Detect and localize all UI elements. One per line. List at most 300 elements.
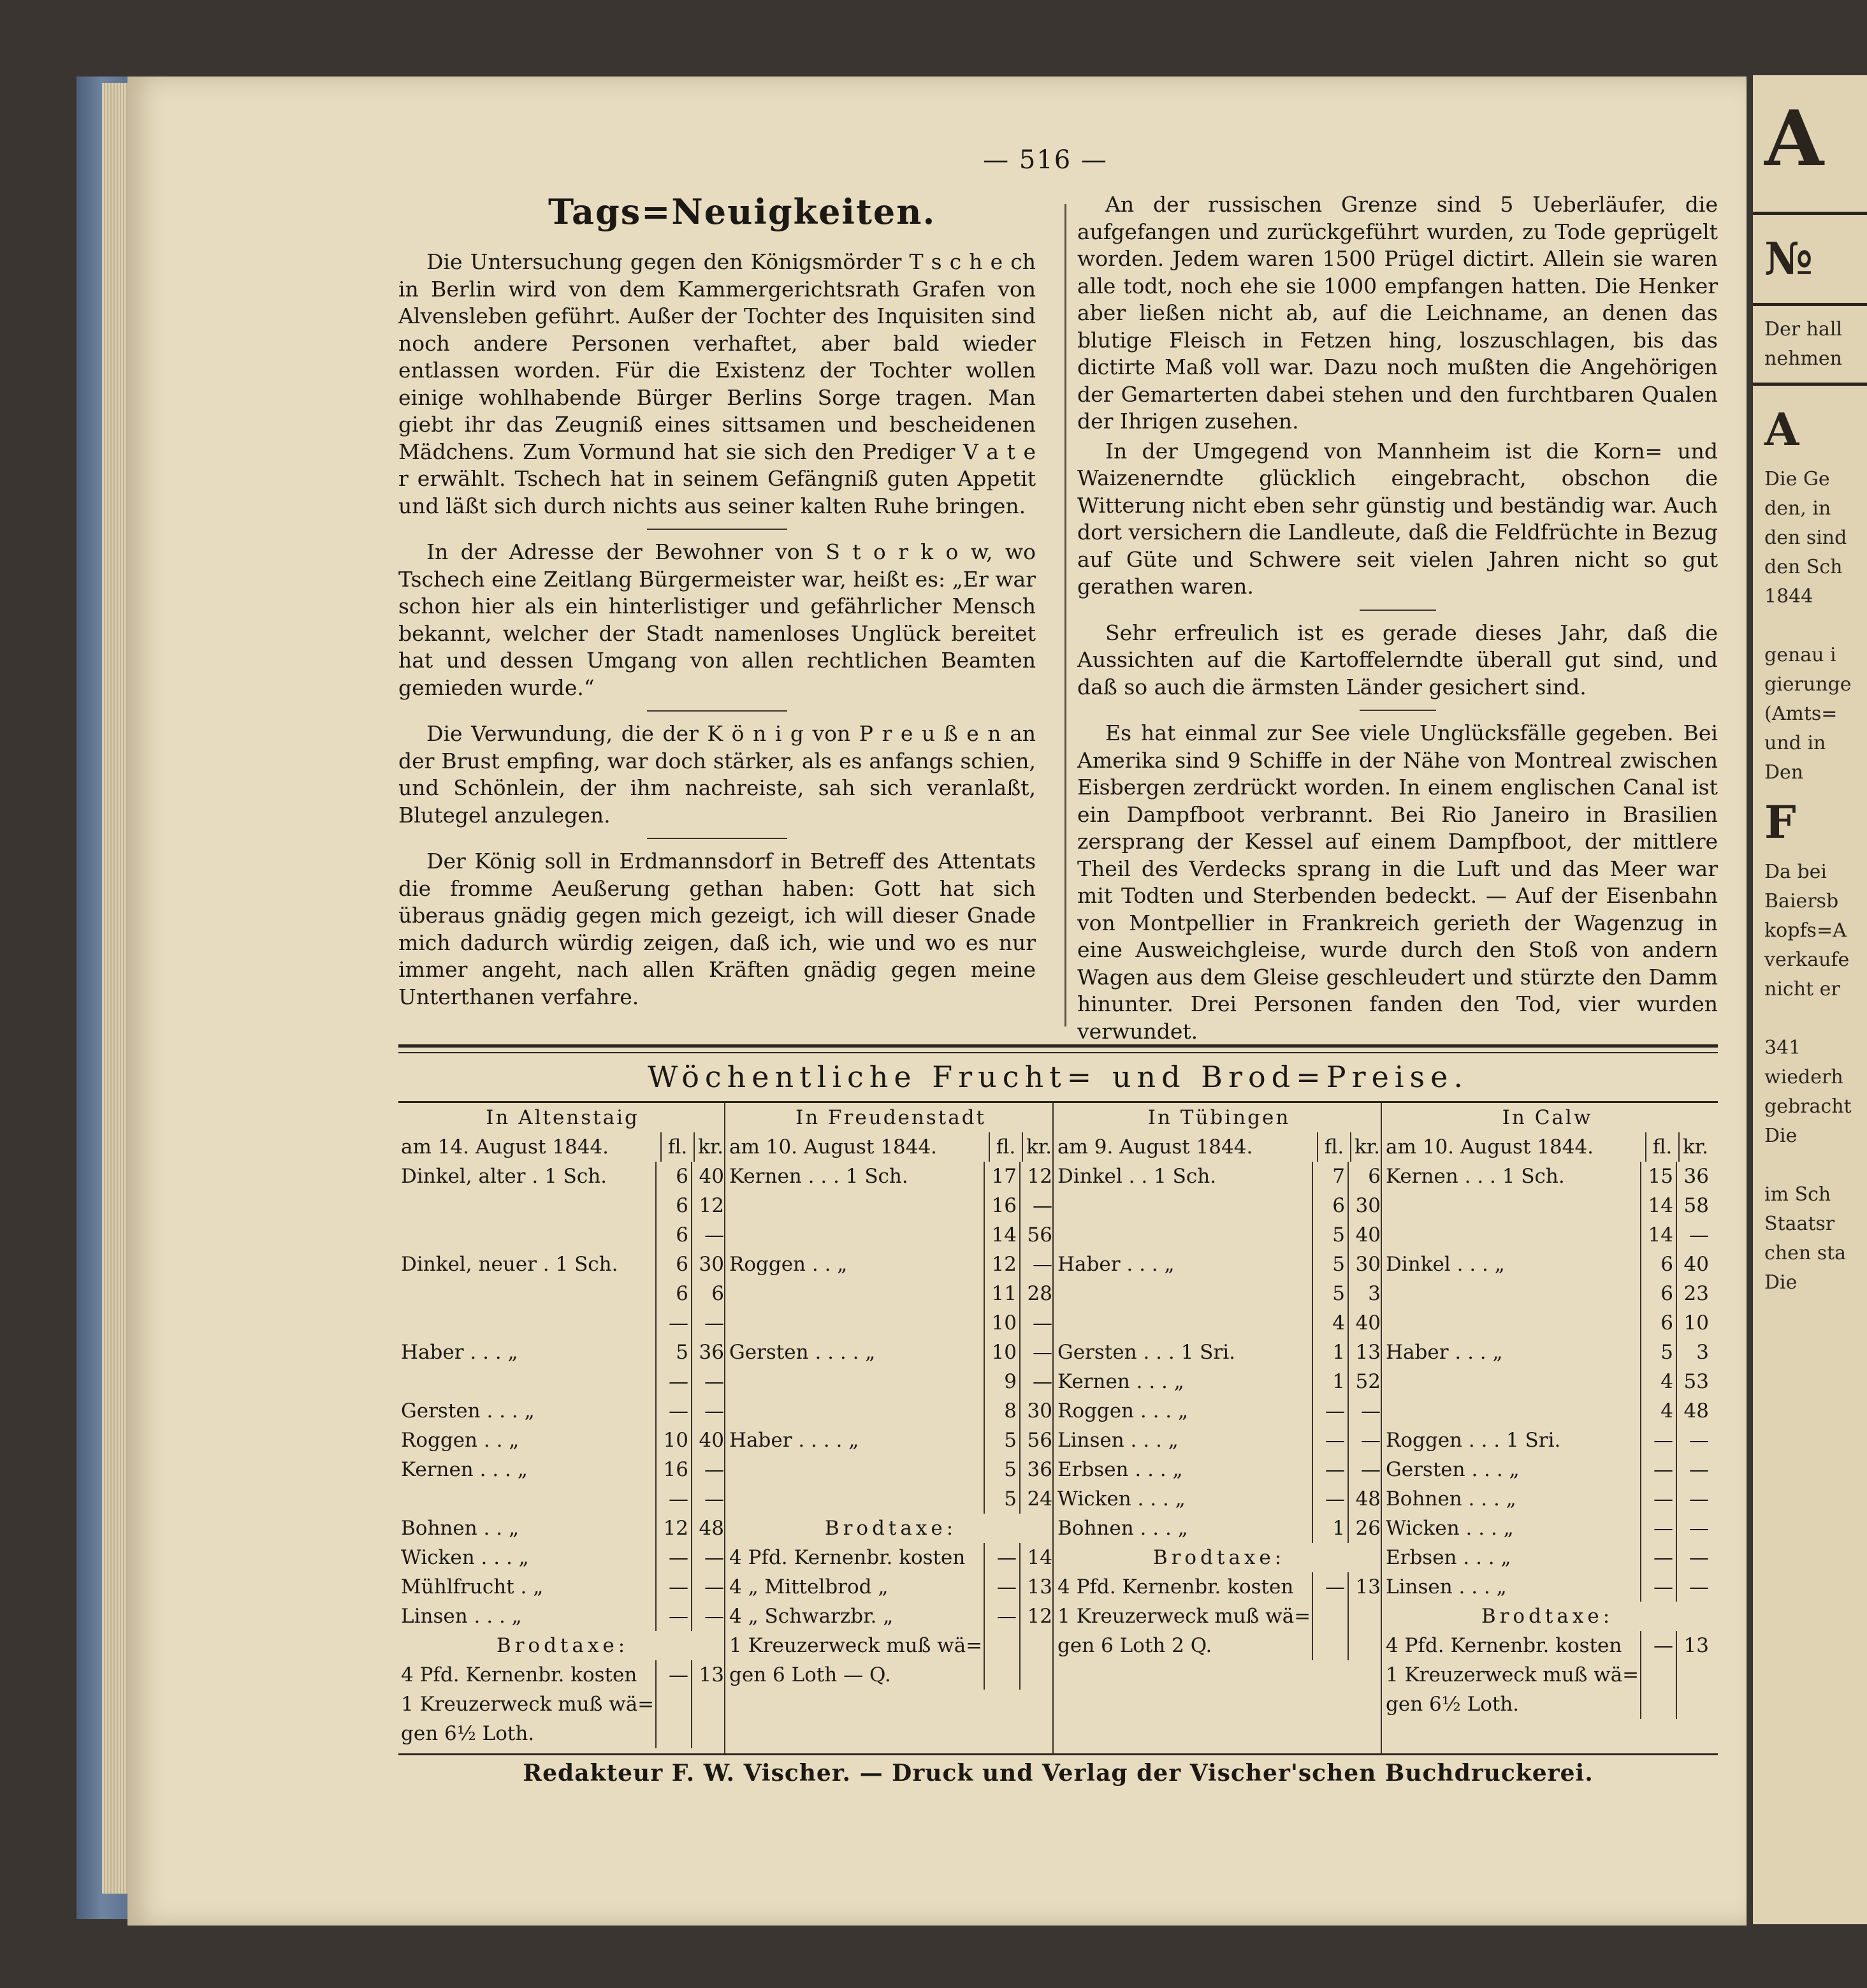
grain-label: [727, 1220, 984, 1250]
brod-row: [727, 1631, 1055, 1660]
market-date: am 9. August 1844.: [1057, 1136, 1253, 1158]
table-row: [1383, 1543, 1711, 1572]
brodtaxe-label: Brodtaxe:: [1481, 1605, 1614, 1628]
price-gulden: 6: [655, 1279, 691, 1308]
price-kreuzer: —: [691, 1455, 727, 1484]
price-kreuzer: 13: [1348, 1572, 1383, 1602]
price-gulden: —: [1640, 1631, 1676, 1660]
price-gulden: —: [1640, 1543, 1676, 1572]
table-row: [1383, 1250, 1711, 1279]
price-gulden: —: [1640, 1514, 1676, 1543]
section-title: Tags=Neuigkeiten.: [548, 191, 936, 232]
grain-label: [1055, 1279, 1312, 1308]
brod-label: 1 Kreuzerweck muß wä=: [1057, 1605, 1311, 1628]
adjacent-text-line: [1753, 611, 1867, 641]
right-column: [1077, 191, 1718, 1045]
price-table: [398, 1101, 1718, 1755]
adjacent-text-line: Die Ge: [1764, 468, 1830, 490]
price-gulden: 15: [1640, 1162, 1676, 1191]
adjacent-text-line: (Amts=: [1764, 703, 1838, 725]
market-column: [727, 1103, 1055, 1753]
price-gulden: 6: [1312, 1191, 1348, 1220]
brod-label: 4 „ Mittelbrod „: [729, 1575, 889, 1598]
adjacent-text-line: Der hall: [1764, 318, 1843, 340]
adjacent-big-letter: A: [1764, 94, 1824, 184]
price-gulden: 10: [984, 1308, 1019, 1338]
price-gulden: [1640, 1660, 1676, 1690]
price-gulden: 5: [655, 1338, 691, 1367]
price-kreuzer: [691, 1719, 727, 1748]
brod-label: 4 „ Schwarzbr. „: [729, 1605, 894, 1628]
table-row: [1055, 1484, 1383, 1514]
price-gulden: [655, 1690, 691, 1719]
grain-label: Haber . . . . „: [729, 1429, 859, 1452]
article-paragraph: Sehr erfreulich ist es gerade dieses Jahr, daß die Aussichten auf die Kartoffelerndte überall gut sind, und daß so auch die ärmsten Länder gesichert sind.: [1077, 620, 1718, 699]
price-kreuzer: —: [1676, 1543, 1711, 1572]
price-kreuzer: —: [1348, 1455, 1383, 1484]
table-row: [398, 1396, 727, 1426]
grain-label: Wicken . . . „: [1386, 1517, 1514, 1540]
brod-row: [1055, 1631, 1383, 1660]
market-date-row: [727, 1132, 1055, 1162]
brod-label: 4 Pfd. Kernenbr. kosten: [729, 1546, 966, 1569]
price-gulden: —: [1640, 1484, 1676, 1514]
kr-header: kr.: [694, 1132, 727, 1162]
table-row: [398, 1514, 727, 1543]
grain-label: Haber . . . „: [401, 1341, 518, 1364]
adjacent-text-line: Staatsr: [1764, 1213, 1835, 1235]
price-gulden: [1312, 1631, 1348, 1660]
adjacent-text-line: 341: [1764, 1037, 1801, 1059]
brod-label: gen 6½ Loth.: [401, 1722, 535, 1745]
price-gulden: 5: [1312, 1220, 1348, 1250]
grain-label: Dinkel, neuer . 1 Sch.: [401, 1253, 618, 1276]
grain-label: Dinkel . . 1 Sch.: [1057, 1165, 1217, 1188]
price-gulden: 6: [1640, 1308, 1676, 1338]
brod-row: [1055, 1572, 1383, 1602]
price-gulden: —: [984, 1602, 1019, 1631]
price-gulden: 6: [1640, 1279, 1676, 1308]
table-row: [1055, 1426, 1383, 1455]
price-kreuzer: 48: [691, 1514, 727, 1543]
table-row: [727, 1279, 1055, 1308]
adjacent-text-line: im Sch: [1764, 1183, 1831, 1206]
price-gulden: 4: [1640, 1367, 1676, 1396]
price-gulden: —: [1640, 1455, 1676, 1484]
grain-label: Gersten . . . „: [401, 1400, 535, 1422]
grain-label: Roggen . . „: [401, 1429, 519, 1452]
grain-label: Dinkel, alter . 1 Sch.: [401, 1165, 607, 1188]
imprint-footer: Redakteur F. W. Vischer. — Druck und Verlag der Vischer'schen Buchdruckerei.: [523, 1760, 1594, 1787]
market-divider: [1381, 1103, 1382, 1753]
price-kreuzer: 24: [1019, 1484, 1055, 1514]
price-kreuzer: 10: [1676, 1308, 1711, 1338]
table-row: [727, 1191, 1055, 1220]
table-row: [1383, 1367, 1711, 1396]
table-row: [398, 1602, 727, 1631]
table-row: [398, 1367, 727, 1396]
price-kreuzer: 58: [1676, 1191, 1711, 1220]
price-gulden: [1312, 1602, 1348, 1631]
page-number: — 516 —: [983, 145, 1108, 175]
brod-row: [398, 1719, 727, 1748]
market-place: In Altenstaig: [486, 1106, 639, 1129]
market-column: [1055, 1103, 1383, 1753]
adjacent-number-sign: №: [1764, 232, 1813, 285]
brod-row: [727, 1543, 1055, 1572]
table-row: [727, 1455, 1055, 1484]
table-row: [727, 1426, 1055, 1455]
adjacent-text-line: [1753, 1151, 1867, 1180]
adjacent-text-line: Die: [1764, 1125, 1798, 1147]
price-gulden: [984, 1631, 1019, 1660]
price-kreuzer: [1348, 1602, 1383, 1631]
brod-label: 1 Kreuzerweck muß wä=: [729, 1634, 983, 1657]
price-gulden: —: [655, 1660, 691, 1690]
table-row: [398, 1308, 727, 1338]
grain-label: Haber . . . „: [1386, 1341, 1503, 1364]
market-divider: [1052, 1103, 1054, 1753]
adjacent-text-line: chen sta: [1764, 1242, 1847, 1264]
grain-label: [727, 1367, 984, 1396]
price-gulden: 5: [984, 1426, 1019, 1455]
price-kreuzer: 48: [1676, 1396, 1711, 1426]
table-row: [1383, 1338, 1711, 1367]
table-row: [1055, 1162, 1383, 1191]
price-gulden: —: [1312, 1455, 1348, 1484]
table-row: [727, 1308, 1055, 1338]
price-gulden: 1: [1312, 1514, 1348, 1543]
article-paragraph: Der König soll in Erdmannsdorf in Betreff des Attentats die fromme Aeußerung gethan haben: Gott hat sich überaus gnädig gegen mich gezeigt, ich will dieser Gnade mich dadurch würdig zeigen, daß ich, wie und wo es nur immer angeht, nach allen Kräften gnädig gegen meine Unterthanen verfahre.: [398, 849, 1036, 1009]
price-kreuzer: [691, 1690, 727, 1719]
price-kreuzer: —: [1348, 1396, 1383, 1426]
price-kreuzer: 53: [1676, 1367, 1711, 1396]
brod-row: [1383, 1660, 1711, 1690]
brod-row: [727, 1660, 1055, 1690]
table-row: [1383, 1455, 1711, 1484]
table-row: [1383, 1572, 1711, 1602]
price-kreuzer: 12: [691, 1191, 727, 1220]
table-row: [398, 1543, 727, 1572]
table-top-rule-thin: [398, 1052, 1718, 1053]
grain-label: [398, 1279, 655, 1308]
grain-label: [1055, 1191, 1312, 1220]
grain-label: Roggen . . . „: [1057, 1400, 1189, 1422]
price-kreuzer: 26: [1348, 1514, 1383, 1543]
market-date-row: [1383, 1132, 1711, 1162]
price-gulden: 11: [984, 1279, 1019, 1308]
table-row: [727, 1162, 1055, 1191]
price-kreuzer: 40: [1348, 1308, 1383, 1338]
brod-row: [1383, 1690, 1711, 1719]
price-kreuzer: 3: [1676, 1338, 1711, 1367]
price-gulden: 1: [1312, 1367, 1348, 1396]
table-row: [1383, 1396, 1711, 1426]
adjacent-text-line: den sind: [1764, 527, 1847, 549]
grain-label: [398, 1308, 655, 1338]
price-kreuzer: —: [691, 1396, 727, 1426]
market-place: In Tübingen: [1147, 1106, 1291, 1129]
price-gulden: —: [1312, 1484, 1348, 1514]
article-paragraph: Die Verwundung, die der K ö n i g von P r e u ß e n an der Brust empfing, war doch stärker, als es anfangs schien, und Schönlein, der ihm nachreiste, sah sich veranlaßt, Blutegel anzulegen.: [398, 721, 1036, 828]
grain-label: [398, 1484, 655, 1514]
price-gulden: 6: [1640, 1250, 1676, 1279]
grain-label: Kernen . . . 1 Sch.: [729, 1165, 908, 1188]
left-column: [398, 249, 1036, 1011]
table-row: [398, 1484, 727, 1514]
price-kreuzer: —: [691, 1308, 727, 1338]
adjacent-page-fragment: [1753, 75, 1867, 1924]
fl-header: fl.: [989, 1132, 1022, 1162]
adjacent-text-line: den Sch: [1764, 556, 1843, 578]
market-column: [1383, 1103, 1711, 1753]
market-place: In Freudenstadt: [795, 1106, 986, 1129]
table-row: [727, 1484, 1055, 1514]
price-kreuzer: —: [1019, 1191, 1055, 1220]
grain-label: [727, 1308, 984, 1338]
price-gulden: 5: [1312, 1279, 1348, 1308]
price-kreuzer: 56: [1019, 1220, 1055, 1250]
adjacent-mid-letter-2: F: [1764, 796, 1796, 849]
table-row: [398, 1250, 727, 1279]
price-kreuzer: —: [1019, 1338, 1055, 1367]
market-date: am 14. August 1844.: [401, 1136, 609, 1158]
grain-label: Wicken . . . „: [401, 1546, 529, 1569]
table-row: [727, 1338, 1055, 1367]
table-row: [1055, 1514, 1383, 1543]
adjacent-text-line: kopfs=A: [1764, 919, 1847, 942]
price-gulden: 6: [655, 1191, 691, 1220]
brod-row: [1383, 1631, 1711, 1660]
grain-label: [1383, 1308, 1640, 1338]
grain-label: [1383, 1367, 1640, 1396]
price-table-title: Wöchentliche Frucht= und Brod=Preise.: [648, 1060, 1469, 1094]
price-kreuzer: —: [691, 1602, 727, 1631]
price-kreuzer: —: [691, 1543, 727, 1572]
price-gulden: 14: [1640, 1191, 1676, 1220]
price-gulden: 6: [655, 1250, 691, 1279]
brod-label: 1 Kreuzerweck muß wä=: [401, 1693, 655, 1716]
price-kreuzer: —: [1019, 1367, 1055, 1396]
adjacent-text-line: [1753, 1004, 1867, 1034]
separator-rule: [647, 529, 787, 530]
grain-label: [1383, 1396, 1640, 1426]
adjacent-text-line: genau i: [1764, 644, 1836, 666]
article-paragraph: In der Adresse der Bewohner von S t o r k o w, wo Tschech eine Zeitlang Bürgermeister war, heißt es: „Er war schon hier als ein hinterlistiger und gefährlicher Mensch bekannt, welcher der Stadt namenloses Unglück bereitet hat und dessen Umgang von allen rechtlichen Beamten gemieden wurde.“: [398, 539, 1036, 700]
price-kreuzer: —: [1676, 1484, 1711, 1514]
price-gulden: —: [655, 1543, 691, 1572]
price-kreuzer: —: [691, 1484, 727, 1514]
table-row: [1383, 1191, 1711, 1220]
table-row: [398, 1279, 727, 1308]
table-row: [727, 1367, 1055, 1396]
price-gulden: 5: [984, 1484, 1019, 1514]
brod-label: 4 Pfd. Kernenbr. kosten: [1057, 1575, 1294, 1598]
separator-rule: [1360, 610, 1436, 611]
table-row: [398, 1338, 727, 1367]
adjacent-rule: [1753, 303, 1867, 306]
price-gulden: 12: [984, 1250, 1019, 1279]
adjacent-text-line: nehmen: [1764, 347, 1842, 370]
brod-row: [727, 1572, 1055, 1602]
brod-label: 4 Pfd. Kernenbr. kosten: [1386, 1634, 1622, 1657]
table-top-rule: [398, 1044, 1718, 1048]
price-gulden: 5: [1312, 1250, 1348, 1279]
grain-label: [398, 1220, 655, 1250]
brod-row: [1055, 1602, 1383, 1631]
price-kreuzer: [1019, 1631, 1055, 1660]
price-kreuzer: 36: [1019, 1455, 1055, 1484]
price-kreuzer: [1019, 1660, 1055, 1690]
price-kreuzer: [1348, 1631, 1383, 1660]
grain-label: Dinkel . . . „: [1386, 1253, 1505, 1276]
market-date-row: [1055, 1132, 1383, 1162]
brod-label: 1 Kreuzerweck muß wä=: [1386, 1663, 1639, 1686]
table-row: [1383, 1220, 1711, 1250]
price-gulden: [984, 1660, 1019, 1690]
table-row: [398, 1426, 727, 1455]
price-kreuzer: —: [1676, 1455, 1711, 1484]
grain-label: Gersten . . . . „: [729, 1341, 876, 1364]
adjacent-text-line: 1844: [1764, 585, 1813, 608]
price-kreuzer: 40: [691, 1426, 727, 1455]
price-kreuzer: 6: [1348, 1162, 1383, 1191]
table-row: [1383, 1308, 1711, 1338]
grain-label: Linsen . . . „: [1386, 1575, 1507, 1598]
price-kreuzer: —: [1676, 1572, 1711, 1602]
table-row: [1383, 1279, 1711, 1308]
price-gulden: 4: [1640, 1396, 1676, 1426]
table-row: [398, 1455, 727, 1484]
price-kreuzer: 30: [1019, 1396, 1055, 1426]
market-divider: [724, 1103, 725, 1753]
table-row: [1055, 1308, 1383, 1338]
adjacent-text-line: gebracht: [1764, 1095, 1852, 1118]
price-kreuzer: 28: [1019, 1279, 1055, 1308]
kr-header: kr.: [1350, 1132, 1383, 1162]
brod-label: gen 6 Loth — Q.: [729, 1663, 891, 1686]
price-gulden: —: [984, 1543, 1019, 1572]
brod-row: [398, 1660, 727, 1690]
table-row: [1055, 1279, 1383, 1308]
table-row: [1055, 1191, 1383, 1220]
table-row: [727, 1220, 1055, 1250]
grain-label: Linsen . . . „: [401, 1605, 522, 1628]
adjacent-text-line: gierunge: [1764, 673, 1852, 696]
grain-label: [1383, 1279, 1640, 1308]
price-kreuzer: 6: [691, 1279, 727, 1308]
grain-label: Bohnen . . „: [401, 1517, 519, 1540]
price-kreuzer: [1676, 1690, 1711, 1719]
price-kreuzer: 13: [1348, 1338, 1383, 1367]
price-gulden: —: [655, 1572, 691, 1602]
table-row: [1383, 1162, 1711, 1191]
price-gulden: 8: [984, 1396, 1019, 1426]
table-row: [727, 1396, 1055, 1426]
column-divider: [1064, 204, 1066, 1027]
table-row: [398, 1220, 727, 1250]
article-paragraph: In der Umgegend von Mannheim ist die Korn= und Waizenerndte glücklich eingebracht, obschon die Witterung nicht eben sehr günstig und beständig war. Auch dort versichern die Landleute, daß die Feldfrüchte in Bezug auf Güte und Schwere seit vielen Jahren nicht so gut gerathen waren.: [1077, 438, 1718, 599]
price-kreuzer: 12: [1019, 1602, 1055, 1631]
market-place: In Calw: [1502, 1106, 1593, 1129]
brod-row: [727, 1602, 1055, 1631]
grain-label: [727, 1484, 984, 1514]
brod-label: gen 6½ Loth.: [1386, 1693, 1520, 1716]
article-paragraph: An der russischen Grenze sind 5 Ueberläufer, die aufgefangen und zurückgeführt wurden, zu Tode geprügelt worden. Jedem waren 1500 Prügel dictirt. Allein sie waren alle todt, noch ehe sie 1000 empfangen hatten. Die Henker aber ließen nicht ab, auf die Leichname, an denen das blutige Fleisch in Fetzen hing, loszuschlagen, bis das dictirte Maß voll war. Dazu noch mußten die Angehörigen der Gemarterten dabei stehen und den furchtbaren Qualen der Ihrigen zusehen.: [1077, 192, 1718, 434]
price-kreuzer: 30: [1348, 1191, 1383, 1220]
grain-label: Gersten . . . 1 Sri.: [1057, 1341, 1235, 1364]
price-gulden: —: [1312, 1396, 1348, 1426]
article-paragraph: Die Untersuchung gegen den Königsmörder T s c h e ch in Berlin wird von dem Kammergerichtsrath Grafen von Alvensleben geführt. Außer der Tochter des Inquisiten sind noch andere Personen verhaftet, aber bald wieder entlassen worden. Für die Existenz der Tochter wollen einige wohlhabende Bürger Berlins Sorge tragen. Man giebt ihr das Zeugniß eines sittsamen und bescheidenen Mädchens. Zum Vormund hat sie sich den Prediger V a t e r erwählt. Tschech hat in seinem Gefängniß guten Appetit und läßt sich durch nichts aus seiner kalten Ruhe bringen.: [398, 249, 1036, 518]
price-kreuzer: —: [691, 1367, 727, 1396]
grain-label: Bohnen . . . „: [1386, 1487, 1516, 1510]
adjacent-rule: [1753, 383, 1867, 386]
price-gulden: 14: [984, 1220, 1019, 1250]
price-gulden: 4: [1312, 1308, 1348, 1338]
price-kreuzer: 48: [1348, 1484, 1383, 1514]
kr-header: kr.: [1022, 1132, 1055, 1162]
table-row: [727, 1250, 1055, 1279]
price-kreuzer: 14: [1019, 1543, 1055, 1572]
price-kreuzer: —: [1676, 1220, 1711, 1250]
grain-label: Wicken . . . „: [1057, 1487, 1186, 1510]
brod-label: gen 6 Loth 2 Q.: [1057, 1634, 1212, 1657]
price-kreuzer: 12: [1019, 1162, 1055, 1191]
grain-label: Kernen . . . „: [401, 1458, 528, 1481]
table-row: [1055, 1455, 1383, 1484]
table-row: [1055, 1250, 1383, 1279]
price-gulden: —: [1640, 1426, 1676, 1455]
grain-label: [1383, 1191, 1640, 1220]
brodtaxe-label: Brodtaxe:: [824, 1517, 957, 1540]
price-kreuzer: 3: [1348, 1279, 1383, 1308]
grain-label: Mühlfrucht . „: [401, 1575, 544, 1598]
price-gulden: [1640, 1690, 1676, 1719]
adjacent-text-line: Da bei: [1764, 861, 1827, 883]
adjacent-text-line: den, in: [1764, 497, 1831, 520]
price-kreuzer: —: [1676, 1426, 1711, 1455]
price-gulden: 7: [1312, 1162, 1348, 1191]
grain-label: [1055, 1308, 1312, 1338]
fl-header: fl.: [1645, 1132, 1678, 1162]
table-row: [1055, 1367, 1383, 1396]
fl-header: fl.: [1317, 1132, 1350, 1162]
grain-label: [727, 1455, 984, 1484]
price-kreuzer: 56: [1019, 1426, 1055, 1455]
grain-label: [398, 1191, 655, 1220]
article-paragraph: Es hat einmal zur See viele Unglücksfälle gegeben. Bei Amerika sind 9 Schiffe in der Nähe von Montreal zwischen Eisbergen zerdrückt worden. In einem englischen Canal ist ein Dampfboot verbrannt. Bei Rio Janeiro in Brasilien zersprang der Kessel auf einem Dampfboot, der mittlere Theil des Verdecks sprang in die Luft und das Meer war mit Todten und Sterbenden bedeckt. — Auf der Eisenbahn von Montpellier in Frankreich gerieth der Wagenzug in eine Ausweichgleise, wurde durch den Stoß von andern Wagen aus dem Gleise geschleudert und stürzte den Damm hinunter. Drei Personen fanden den Tod, vier wurden verwundet.: [1077, 720, 1718, 1044]
table-row: [1055, 1338, 1383, 1367]
separator-rule: [647, 838, 787, 839]
price-gulden: 9: [984, 1367, 1019, 1396]
grain-label: Roggen . . . 1 Sri.: [1386, 1429, 1561, 1452]
table-row: [1055, 1220, 1383, 1250]
brod-label: 4 Pfd. Kernenbr. kosten: [401, 1663, 637, 1686]
market-date: am 10. August 1844.: [729, 1136, 938, 1158]
brodtaxe-label: Brodtaxe:: [1152, 1546, 1286, 1569]
market-column: [398, 1103, 727, 1753]
price-gulden: 10: [655, 1426, 691, 1455]
price-gulden: —: [1640, 1572, 1676, 1602]
adjacent-text-line: wiederh: [1764, 1066, 1843, 1088]
grain-label: [727, 1191, 984, 1220]
adjacent-text-line: und in: [1764, 732, 1826, 754]
price-gulden: 14: [1640, 1220, 1676, 1250]
grain-label: Gersten . . . „: [1386, 1458, 1520, 1481]
price-gulden: —: [984, 1572, 1019, 1602]
adjacent-text-line: nicht er: [1764, 978, 1840, 1000]
grain-label: [727, 1396, 984, 1426]
